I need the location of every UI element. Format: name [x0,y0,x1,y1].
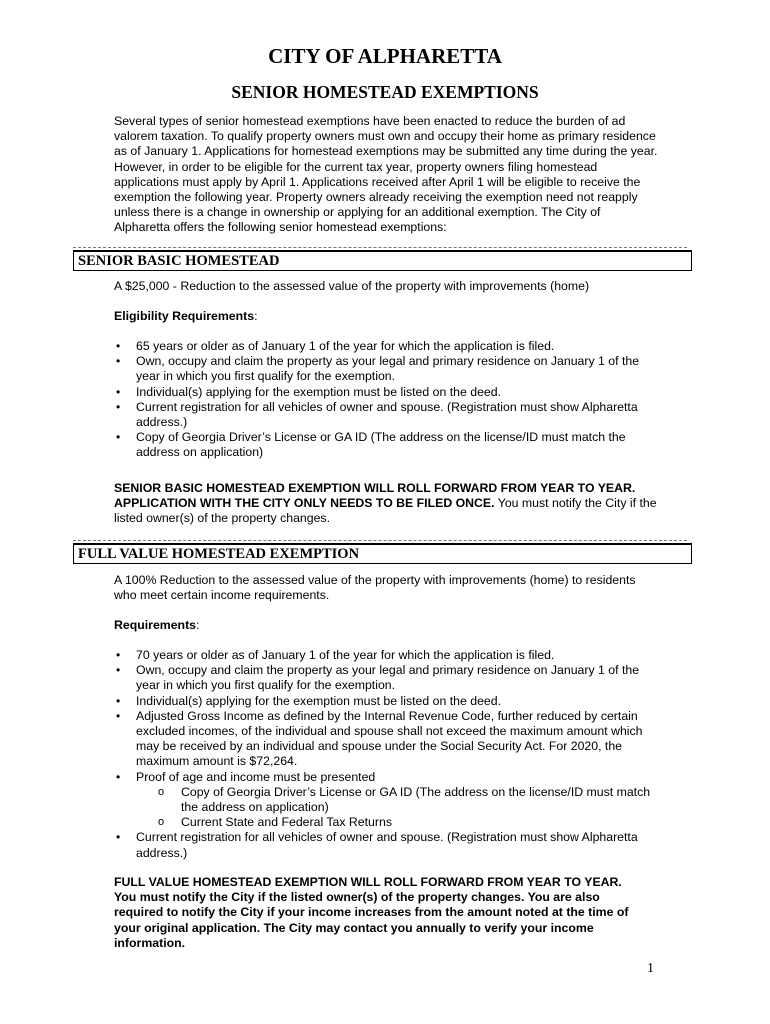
bullet-icon: • [116,769,121,784]
requirements-label-colon: : [196,618,200,632]
list-item-text: Adjusted Gross Income as defined by the Internal Revenue Code, further reduced by certain excluded incomes, of the individual and spouse shall not exceed the maximum amount which may be received by an individual and spouse under the Social Security Act. For 2020, the maximum amount is $72,264. [136,708,643,769]
list-item-text: Own, occupy and claim the property as your legal and primary residence on January 1 of the year in which you first qualify for the exemption. [136,663,640,693]
list-item-text: Individual(s) applying for the exemption must be listed on the deed. [136,384,502,399]
bullet-icon: • [116,693,121,708]
bullet-icon: • [116,384,121,399]
page-title: CITY OF ALPHARETTA [268,44,502,68]
list-item-text: 65 years or older as of January 1 of the year for which the application is filed. [136,339,555,353]
bullet-icon: • [116,830,121,845]
bullet-icon: • [116,663,121,678]
bullet-icon: • [116,339,121,353]
section-divider [73,247,687,248]
page-number: 1 [647,961,654,976]
bullet-icon: • [116,354,121,369]
basic-description: A $25,000 - Reduction to the assessed value of the property with improvements (home) [114,279,590,293]
full-description: A 100% Reduction to the assessed value of the property with improvements (home) to residents who meet certain income requirements. [114,573,636,603]
circle-bullet-icon: o [158,785,165,798]
bullet-icon: • [116,430,121,445]
page-subtitle: SENIOR HOMESTEAD EXEMPTIONS [231,82,539,102]
basic-notice-bold: SENIOR BASIC HOMESTEAD EXEMPTION WILL ROLL FORWARD FROM YEAR TO YEAR. APPLICATION WITH THE CITY ONLY NEEDS TO BE FILED ONCE. [114,481,636,511]
list-item [114,385,654,400]
full-notice: FULL VALUE HOMESTEAD EXEMPTION WILL ROLL FORWARD FROM YEAR TO YEAR. You must notify the City if the listed owner(s) of the property changes. You are also required to notify the City if your income increases from the amount noted at the time of your original application. The City may contact you annually to verify your income information. [114,875,629,950]
list-item-text: Own, occupy and claim the property as your legal and primary residence on January 1 of the year in which you first qualify for the exemption. [136,354,640,384]
list-item [114,663,654,693]
list-item [114,709,654,770]
bullet-icon: • [116,708,121,723]
list-item [114,830,654,860]
list-item-text: 70 years or older as of January 1 of the year for which the application is filed. [136,648,555,662]
sub-list-item [136,815,654,830]
list-item [114,694,654,709]
list-item [114,354,654,384]
section-heading-full: FULL VALUE HOMESTEAD EXEMPTION [73,543,692,564]
list-item-text: Individual(s) applying for the exemption must be listed on the deed. [136,693,502,708]
sub-list-item-text: Copy of Georgia Driver’s License or GA ID (The address on the license/ID must match the address on application) [181,784,651,815]
requirements-label-colon: : [254,309,258,323]
requirements-label-text: Requirements [114,618,197,632]
basic-requirements-label [114,309,674,324]
list-item [114,770,654,831]
list-item-text: Copy of Georgia Driver’s License or GA ID (The address on the license/ID must match the address on application) [136,430,626,460]
basic-notice-plain: You must notify the City if the listed owner(s) of the property changes. [114,496,657,526]
bullet-icon: • [116,648,121,662]
basic-notice [114,481,659,527]
proof-sub-list [136,785,654,831]
section-heading-basic: SENIOR BASIC HOMESTEAD [73,250,692,271]
list-item-text: Current registration for all vehicles of owner and spouse. (Registration must show Alpharetta address.) [136,830,638,860]
requirements-label-text: Eligibility Requirements [114,309,255,323]
intro-paragraph: Several types of senior homestead exemptions have been enacted to reduce the burden of ad valorem taxation. To qualify property owners must own and occupy their home as primary residence as of January 1. Applications for homestead exemptions may be submitted any time during the year. However, in order to be eligible for the current tax year, property owners filing homestead applications must apply by April 1. Applications received after April 1 will be eligible to receive the exemption the following year. Property owners already receiving the exemption need not reapply unless there is a change in ownership or applying for an additional exemption. The City of Alpharetta offers the following senior homestead exemptions: [114,114,658,235]
sub-list-item [136,785,654,815]
list-item [114,430,654,460]
list-item [114,339,654,354]
list-item-text: Current registration for all vehicles of owner and spouse. (Registration must show Alpharetta address.) [136,399,638,430]
full-requirements-list [114,648,654,861]
list-item [114,400,654,430]
list-item-text: Proof of age and income must be presented [136,769,376,784]
full-requirements-label [114,618,674,633]
section-divider [73,540,687,541]
sub-list-item-text: Current State and Federal Tax Returns [181,815,392,830]
circle-bullet-icon: o [158,816,165,829]
bullet-icon: • [116,399,121,414]
list-item [114,648,654,663]
basic-requirements-list [114,339,654,461]
